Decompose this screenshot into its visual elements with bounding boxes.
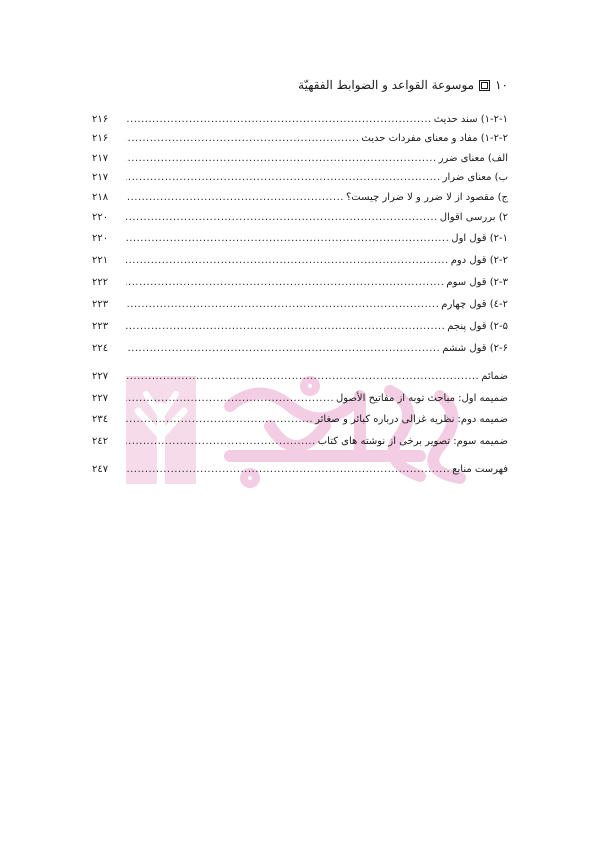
toc-entry-title: ضمیمه سوم: تصویر برخی از نوشته های کتاب (317, 436, 508, 447)
dot-leader (126, 410, 313, 430)
toc-entry[interactable] (92, 389, 508, 409)
toc-entry-page: ۲٤۲ (92, 436, 109, 447)
toc-entry-title: ۱-۲-۱) سند حدیث (433, 114, 508, 125)
toc-entry-title: ۲-۱) قول اول (451, 233, 508, 244)
toc-entry-page: ۲۲۰ (92, 233, 109, 244)
book-title: موسوعة القواعد و الضوابط الفقهيّة (298, 78, 475, 92)
dot-leader (126, 389, 334, 409)
toc-entry-page: ۲۳٤ (92, 414, 109, 425)
toc-entry-title: ۲-۵) قول پنجم (447, 321, 508, 332)
toc-entry[interactable] (92, 273, 508, 293)
dot-leader (126, 129, 359, 149)
toc-entry-title: ضمیمه دوم: نظریه غزالی درباره کبائر و صغائر (315, 414, 508, 425)
toc-entry[interactable] (92, 208, 508, 228)
toc-entry-title: فهرست منابع (452, 464, 508, 475)
dot-leader (126, 367, 479, 387)
dot-leader (126, 110, 432, 130)
toc-entry-page: ۲۲۰ (92, 212, 109, 223)
toc-entry-title: ج) مقصود از لا ضرر و لا ضرار چیست؟ (345, 192, 508, 203)
toc-entry-page: ۲۲۳ (92, 299, 109, 310)
toc-entry-page: ۲۲۳ (92, 321, 109, 332)
dot-leader (126, 460, 450, 480)
toc-entry[interactable] (92, 295, 508, 315)
dot-leader (126, 432, 316, 452)
toc-entry[interactable] (92, 129, 508, 149)
dot-leader (126, 251, 449, 271)
toc-entry[interactable] (92, 229, 508, 249)
dot-leader (126, 188, 344, 208)
toc-entry[interactable] (92, 188, 508, 208)
toc-entry-page: ۲٤۷ (92, 464, 109, 475)
toc-entry-page: ۲۱۸ (92, 192, 109, 203)
toc-entry[interactable] (92, 367, 508, 387)
toc-entry[interactable] (92, 168, 508, 188)
toc-entry[interactable] (92, 432, 508, 452)
toc-entry-title: ۲-۲) قول دوم (450, 255, 508, 266)
toc-entry-title: ۲-۶) قول ششم (442, 343, 508, 354)
dot-leader (126, 295, 439, 315)
dot-leader (126, 273, 444, 293)
square-ornament-icon (479, 80, 490, 91)
toc-entry[interactable] (92, 339, 508, 359)
toc-entry-title: الف) معنای ضرر (438, 153, 508, 164)
dot-leader (126, 149, 437, 169)
toc-entry-title: ۱-۲-۲) مفاد و معنای مفردات حدیث (361, 133, 508, 144)
toc-entry[interactable] (92, 317, 508, 337)
page-header (298, 78, 508, 92)
toc-entry-page: ۲۱۶ (92, 133, 109, 144)
toc-entry-page: ۲۲۲ (92, 277, 109, 288)
dot-leader (126, 168, 441, 188)
toc-entry-page: ۲۱۷ (92, 153, 109, 164)
toc-entry[interactable] (92, 460, 508, 480)
toc-entry[interactable] (92, 410, 508, 430)
toc-entry[interactable] (92, 251, 508, 271)
toc-entry[interactable] (92, 110, 508, 130)
toc-entry-title: ضمیمه اول: مباحث توبه از مفاتیح الأصول (336, 393, 508, 404)
dot-leader (126, 317, 445, 337)
dot-leader (126, 229, 449, 249)
toc-entry-page: ۲۱۷ (92, 172, 109, 183)
toc-entry-page: ۲۱۶ (92, 114, 109, 125)
page-number: ۱۰ (495, 78, 508, 92)
toc-entry-title: ب) معنای ضرار (442, 172, 508, 183)
toc-entry-page: ۲۲۷ (92, 371, 109, 382)
toc-entry-title: ۲-٤) قول چهارم (441, 299, 508, 310)
dot-leader (126, 339, 440, 359)
dot-leader (126, 208, 438, 228)
toc-entry-title: ۲-۳) قول سوم (446, 277, 508, 288)
toc-entry-title: ۲) بررسی اقوال (439, 212, 508, 223)
toc-entry-title: ضمائم (481, 371, 508, 382)
toc-entry-page: ۲۲۷ (92, 393, 109, 404)
toc-entry-page: ۲۲۱ (92, 255, 109, 266)
toc-entry-page: ۲۲٤ (92, 343, 109, 354)
toc-entry[interactable] (92, 149, 508, 169)
